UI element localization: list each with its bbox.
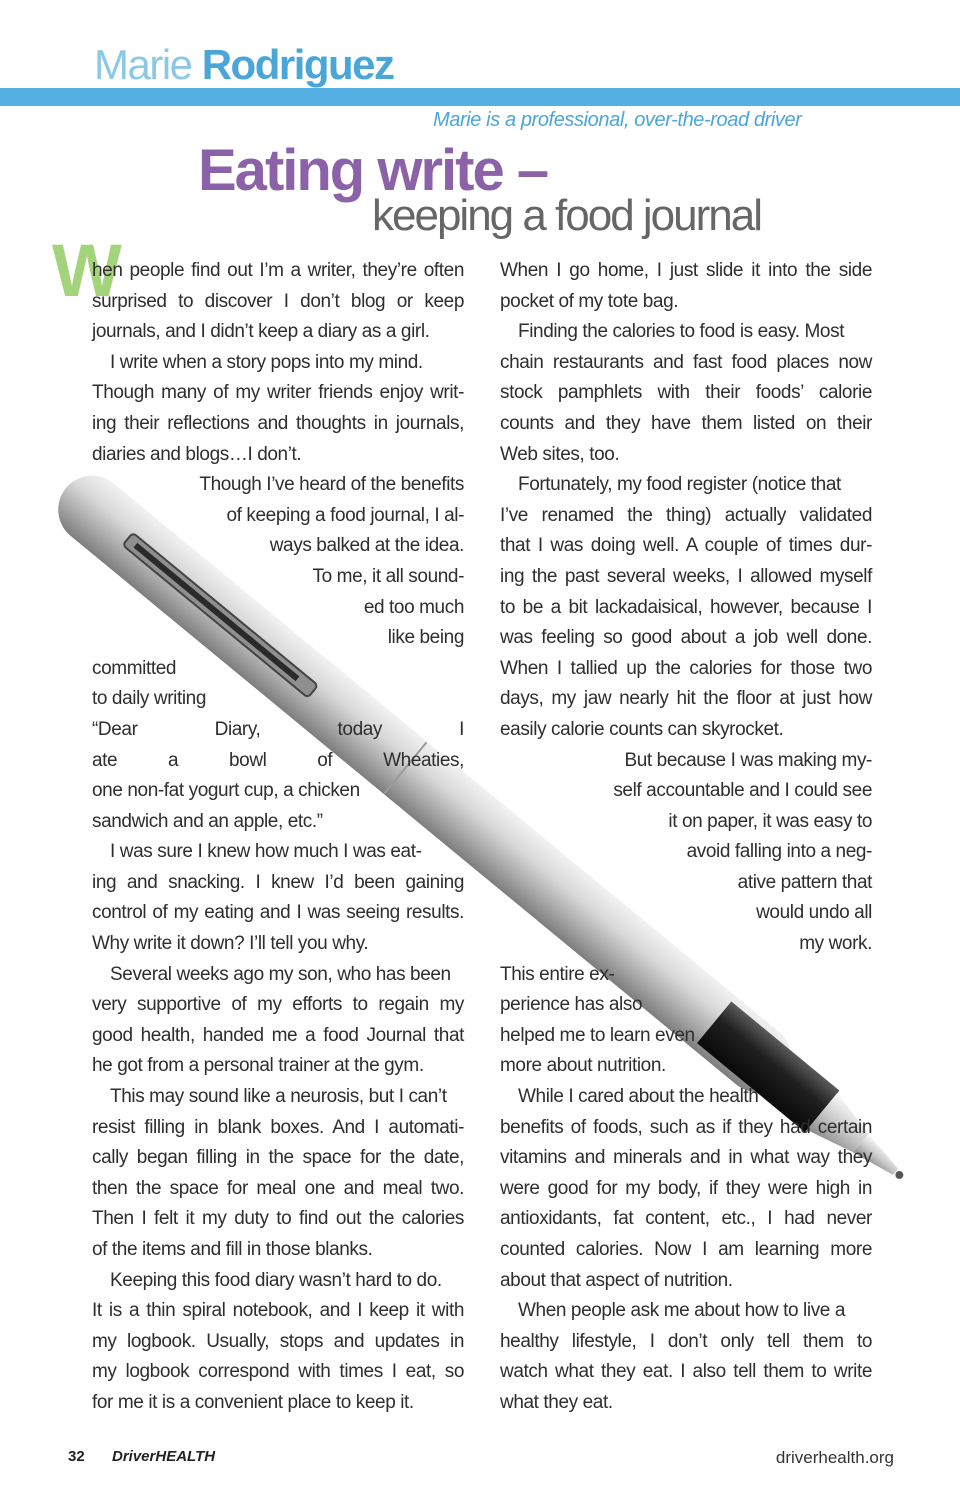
- magazine-name: DriverHEALTH: [112, 1448, 216, 1465]
- text-line: avoid falling into a neg-: [686, 841, 872, 863]
- text-line: for me it is a convenient place to keep it.: [92, 1391, 414, 1413]
- text-line: Then I felt it my duty to find out the calories: [92, 1208, 464, 1230]
- text-line: healthy lifestyle, I don’t only tell them to: [500, 1330, 872, 1352]
- text-line: This may sound like a neurosis, but I can’t: [110, 1086, 447, 1108]
- text-line: I’ve renamed the thing) actually validated: [500, 504, 872, 526]
- text-line: it on paper, it was easy to: [668, 810, 872, 832]
- text-line: ed too much: [363, 596, 464, 618]
- text-line: Keeping this food diary wasn’t hard to do.: [110, 1269, 442, 1291]
- text-line: one non-fat yogurt cup, a chicken: [92, 780, 360, 802]
- text-line: ing and snacking. I knew I’d been gaining: [92, 871, 464, 893]
- text-line: Several weeks ago my son, who has been: [110, 963, 451, 985]
- text-line: Fortunately, my food register (notice that: [518, 474, 841, 496]
- text-line: Though I’ve heard of the benefits: [199, 474, 464, 496]
- text-line: pocket of my tote bag.: [500, 290, 679, 312]
- text-line: This entire ex-: [500, 963, 615, 985]
- text-line: that I was doing well. A couple of times dur-: [500, 535, 872, 557]
- text-line: what they eat.: [500, 1391, 613, 1413]
- text-line: cally began filling in the space for the date,: [92, 1147, 464, 1169]
- text-line: my logbook. Usually, stops and updates in: [92, 1330, 464, 1352]
- text-line: like being: [387, 627, 464, 649]
- text-line: ative pattern that: [737, 871, 872, 893]
- text-line: very supportive of my efforts to regain my: [92, 994, 464, 1016]
- text-line: stock pamphlets with their foods’ calorie: [500, 382, 872, 404]
- text-line: sandwich and an apple, etc.”: [92, 810, 323, 832]
- text-line: watch what they eat. I also tell them to write: [500, 1361, 872, 1383]
- author-last-name: Rodriguez: [201, 41, 394, 88]
- text-line: days, my jaw nearly hit the floor at just how: [500, 688, 872, 710]
- drop-cap: W: [52, 229, 122, 312]
- text-line: perience has also: [500, 994, 643, 1016]
- website-url: driverhealth.org: [775, 1448, 894, 1467]
- text-line: to be a bit lackadaisical, however, because I: [500, 596, 872, 618]
- text-line: of keeping a food journal, I al-: [226, 504, 464, 526]
- text-line: To me, it all sound-: [312, 565, 464, 587]
- text-line: good health, handed me a food Journal that: [92, 1024, 464, 1046]
- text-line: benefits of foods, such as if they had certain: [500, 1116, 872, 1138]
- text-line: were good for my body, if they were high in: [500, 1177, 872, 1199]
- text-line: While I cared about the health: [518, 1086, 759, 1108]
- text-line: more about nutrition.: [500, 1055, 666, 1077]
- text-line: self accountable and I could see: [613, 780, 872, 802]
- text-line: committed: [92, 657, 177, 679]
- text-line: then the space for meal one and meal two.: [92, 1177, 464, 1199]
- text-line: my logbook correspond with times I eat, so: [92, 1361, 464, 1383]
- text-line: vitamins and minerals and in what way they: [500, 1147, 872, 1169]
- text-line: I was sure I knew how much I was eat-: [110, 841, 422, 863]
- text-line: Web sites, too.: [500, 443, 620, 465]
- text-line: Though many of my writer friends enjoy writ-: [92, 382, 464, 404]
- text-line: about that aspect of nutrition.: [500, 1269, 733, 1291]
- article-headline: Eating write –: [198, 138, 548, 203]
- text-line: counts and they have them listed on their: [500, 412, 872, 434]
- text-line: counted calories. Now I am learning more: [500, 1239, 872, 1260]
- article-subheadline: keeping a food journal: [372, 191, 761, 240]
- text-line: chain restaurants and fast food places now: [500, 351, 872, 373]
- text-line: “Dear Diary, today I: [92, 718, 464, 740]
- text-line: I write when a story pops into my mind.: [110, 351, 423, 373]
- article-column-left: [92, 256, 464, 1419]
- text-line: Why write it down? I’ll tell you why.: [92, 933, 369, 955]
- header-rule: [0, 88, 960, 106]
- text-line: It is a thin spiral notebook, and I keep it with: [92, 1300, 464, 1322]
- text-line: But because I was making my-: [624, 749, 872, 771]
- author-first-name: Marie: [94, 41, 192, 88]
- article-column-right: [500, 256, 872, 1419]
- text-line: hen people find out I’m a writer, they’re often: [92, 260, 464, 281]
- text-line: resist filling in blank boxes. And I automati-: [92, 1116, 464, 1138]
- page-number: 32: [68, 1448, 85, 1465]
- author-name: [94, 41, 394, 88]
- text-line: was feeling so good about a job well done.: [500, 627, 872, 649]
- author-tagline: Marie is a professional, over-the-road driver: [433, 109, 802, 131]
- text-line: easily calorie counts can skyrocket.: [500, 718, 784, 740]
- text-line: ways balked at the idea.: [269, 535, 464, 557]
- text-line: would undo all: [756, 902, 872, 924]
- text-line: Finding the calories to food is easy. Most: [518, 321, 845, 343]
- text-line: When people ask me about how to live a: [518, 1300, 846, 1322]
- text-line: surprised to discover I don’t blog or keep: [92, 290, 464, 312]
- text-line: to daily writing: [92, 688, 206, 710]
- text-line: diaries and blogs…I don’t.: [92, 443, 302, 465]
- text-line: When I tallied up the calories for those two: [500, 657, 872, 679]
- text-line: my work.: [799, 933, 872, 955]
- text-line: of the items and fill in those blanks.: [92, 1239, 373, 1260]
- text-line: he got from a personal trainer at the gym.: [92, 1055, 424, 1077]
- text-line: ing their reflections and thoughts in journals,: [92, 412, 464, 434]
- text-line: antioxidants, fat content, etc., I had never: [500, 1208, 872, 1230]
- text-line: helped me to learn even: [500, 1024, 695, 1046]
- text-line: journals, and I didn’t keep a diary as a girl.: [92, 321, 430, 343]
- text-line: control of my eating and I was seeing results.: [92, 902, 464, 924]
- text-line: When I go home, I just slide it into the side: [500, 260, 872, 281]
- text-line: ate a bowl of Wheaties,: [92, 749, 464, 771]
- text-line: ing the past several weeks, I allowed myself: [500, 565, 872, 587]
